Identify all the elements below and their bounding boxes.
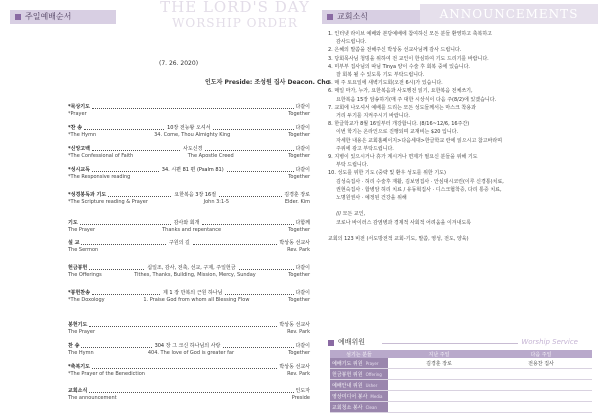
divider bbox=[382, 343, 518, 344]
announcement-line: 김성숙집사 · 허리 수술후 재활, 김보영집사 · 안심대시코린(이루 신경통)치료, bbox=[336, 178, 504, 185]
order-item-korean bbox=[68, 240, 310, 247]
staff-role-cell bbox=[330, 358, 388, 369]
item-leader: 다같이 bbox=[295, 343, 311, 349]
item-label: *봉헌찬송 bbox=[68, 290, 90, 296]
item-label: 헌금봉헌 bbox=[68, 265, 88, 271]
staff-role-en: Usher bbox=[365, 382, 378, 388]
order-item bbox=[68, 125, 310, 139]
column-header: 다음 주일 bbox=[490, 350, 592, 358]
announcements-panel bbox=[322, 0, 598, 418]
item-label: 교회소식 bbox=[68, 388, 88, 394]
announcement-line: 주위에 광고 부탁드립니다. bbox=[336, 145, 394, 152]
item-content: 감사와 회개 bbox=[173, 220, 200, 226]
item-content: 304 장 그 크신 하나님의 사랑 bbox=[154, 343, 221, 349]
item-label-en: The announcement bbox=[68, 395, 117, 401]
square-bullet-icon bbox=[15, 14, 21, 20]
worship-order-panel bbox=[10, 0, 330, 418]
announcement-line: 6. 매일 마가, 누가, 요한복음과 사도행전 읽기, 요한복음 전체쓰기, bbox=[328, 88, 473, 95]
announcement-line: 요한복음 15장 암송하기(매 주 대한 시상식이 다음 주(8/2)에 있겠습니다. bbox=[336, 96, 497, 103]
order-item-korean bbox=[68, 167, 310, 174]
item-content-en bbox=[87, 111, 289, 118]
order-item-english bbox=[68, 153, 310, 160]
dotted-leader bbox=[89, 388, 293, 393]
staff-role-en: Offering bbox=[365, 371, 382, 377]
order-item-korean bbox=[68, 343, 310, 350]
staff-next-week: 전용찬 집사 bbox=[490, 358, 592, 369]
staff-role: 예배안내 위원 bbox=[332, 382, 363, 389]
announcement-line: 3. 당회목사님 청빙을 위하여 전 교인이 한심하여 기도 드리기를 바랍니다. bbox=[328, 55, 489, 62]
item-leader: 다같이 bbox=[295, 290, 310, 296]
staff-next-week bbox=[490, 402, 592, 413]
staff-row bbox=[330, 369, 592, 380]
dotted-leader bbox=[92, 146, 180, 151]
item-leader: 다같이 bbox=[295, 146, 311, 152]
square-bullet-icon bbox=[328, 340, 334, 346]
announcement-list bbox=[328, 30, 590, 243]
item-leader-en: Together bbox=[288, 153, 310, 159]
staff-role: 영상미디어 봉사 bbox=[332, 393, 368, 400]
dotted-leader bbox=[239, 265, 294, 270]
item-leader: 박상동 선교사 bbox=[279, 364, 310, 370]
order-item bbox=[68, 364, 310, 378]
item-leader: 박상동 선교사 bbox=[279, 240, 310, 246]
staff-last-week bbox=[388, 391, 490, 402]
staff-last-week bbox=[388, 402, 490, 413]
dotted-leader bbox=[80, 220, 171, 225]
dotted-leader bbox=[108, 192, 171, 197]
order-item bbox=[68, 220, 310, 234]
order-item bbox=[68, 322, 310, 336]
service-date: (7. 26. 2020) bbox=[159, 60, 199, 67]
item-leader-en: Preside bbox=[291, 395, 310, 401]
item-label-en: The Sermon bbox=[68, 247, 99, 253]
item-label: *성시교독 bbox=[68, 167, 90, 173]
item-leader-en: Elder. Kim bbox=[284, 199, 310, 205]
order-item-english bbox=[68, 272, 310, 279]
item-content-en: 1. Praise God from whom all Blessing Flow bbox=[143, 297, 250, 303]
item-leader: 다같이 bbox=[295, 125, 311, 131]
item-content: 십일조, 감사, 전축, 선교, 구제, 주일헌금 bbox=[147, 265, 236, 271]
item-content-en: 34. Come, Thou Almighty King bbox=[154, 132, 231, 138]
staff-row bbox=[330, 402, 592, 413]
item-content: 구원의 길 bbox=[168, 240, 190, 246]
dotted-leader bbox=[225, 290, 293, 295]
staff-last-week bbox=[388, 369, 490, 380]
item-label: 찬 송 bbox=[68, 343, 80, 349]
announcement-line: 1. 인터넷 라이브 예배와 본당예배에 참여하신 모든 분들 환영하고 축복하고 bbox=[328, 31, 492, 37]
worship-staff-header bbox=[322, 337, 598, 349]
dotted-leader bbox=[89, 322, 277, 327]
announcement-line: 코로나 바이러스 감염병과 경제적 사회적 어려움을 이겨내도록 bbox=[336, 219, 472, 226]
item-content-en: 404. The love of God is greater far bbox=[147, 350, 235, 356]
staff-role-cell bbox=[330, 391, 388, 402]
order-item-english bbox=[68, 329, 310, 336]
staff-role: 헌금봉헌 위원 bbox=[332, 371, 363, 378]
item-leader: 다같이 bbox=[295, 167, 310, 173]
item-content-en: Thanks and repentance bbox=[162, 227, 222, 233]
item-content-en bbox=[145, 371, 287, 378]
order-item-english bbox=[68, 174, 310, 181]
order-item bbox=[68, 240, 310, 254]
item-content-en bbox=[98, 247, 287, 254]
staff-title: 예배위원 bbox=[338, 338, 366, 346]
item-content-en: John 3:1-5 bbox=[203, 199, 230, 205]
order-item-korean bbox=[68, 192, 310, 199]
order-item-english bbox=[68, 297, 310, 304]
announcements-title: ANNOUNCEMENTS bbox=[420, 4, 598, 24]
item-label: *신앙고백 bbox=[68, 146, 90, 152]
announcement-line: 9. 지병이 있으시거나 휴가 계시거나 면제가 필요신 분들을 위해 기도 bbox=[328, 154, 478, 161]
announcement-line bbox=[328, 227, 590, 235]
order-item-english bbox=[68, 371, 310, 378]
item-label: *묵상기도 bbox=[68, 104, 90, 110]
announcement-line: 10. 성도를 위한 기도 (중략 및 환우 성도를 위한 기도) bbox=[328, 170, 446, 177]
item-leader-en: Together bbox=[288, 174, 310, 180]
presider: 인도자 Preside: 조성원 집사 Deacon. Cho bbox=[205, 79, 330, 86]
staff-row bbox=[330, 358, 592, 369]
item-label-en: The Prayer bbox=[68, 227, 96, 233]
item-leader: 다함께 bbox=[295, 220, 311, 226]
item-label-en: *The Prayer of the Benediction bbox=[68, 371, 145, 377]
order-item-korean bbox=[68, 388, 310, 395]
staff-role-en: Clean bbox=[365, 404, 377, 410]
item-leader-en: Together bbox=[288, 350, 310, 356]
section-title: 주일예배순서 bbox=[25, 12, 72, 21]
item-label-en: *The Confessional of Faith bbox=[68, 153, 134, 159]
announcement-line: 감사드립니다. bbox=[336, 39, 367, 46]
order-item bbox=[68, 265, 310, 279]
staff-role-cell bbox=[330, 402, 388, 413]
staff-next-week bbox=[490, 380, 592, 391]
staff-row bbox=[330, 391, 592, 402]
announcement-line bbox=[328, 202, 590, 210]
worship-order-header bbox=[10, 10, 116, 24]
announcement-line: /// 모든 교인, bbox=[336, 211, 366, 218]
order-item bbox=[68, 343, 310, 357]
order-item bbox=[68, 290, 310, 304]
order-item-english bbox=[68, 247, 310, 254]
item-label-en: The Hymn bbox=[68, 350, 94, 356]
worship-order-title bbox=[160, 0, 310, 31]
item-content: 34. 시편 81 편 (Psalm 81) bbox=[161, 167, 224, 173]
dotted-leader bbox=[84, 125, 164, 130]
order-item bbox=[68, 192, 310, 206]
column-header: 섬기는 분들 bbox=[330, 350, 388, 358]
announcement-line: 자세한 내용은 교회홈페이지>다음세대>한글학교 란에 읽으시고 참고바라며 bbox=[336, 137, 503, 144]
announcement-line: 노명원권사 · 예정된 건강을 위해 bbox=[336, 195, 407, 202]
item-content-en bbox=[117, 395, 292, 402]
item-leader: 다같이 bbox=[295, 265, 310, 271]
dotted-leader bbox=[223, 343, 293, 348]
dotted-leader bbox=[227, 167, 294, 172]
dotted-leader bbox=[92, 364, 277, 369]
staff-next-week bbox=[490, 391, 592, 402]
title-line-1: THE LORD'S DAY bbox=[160, 0, 310, 16]
announcement-line: 4. 미부부 집사님의 따님 Tinya 양이 수술 후 회복 중에 있습니다. bbox=[328, 63, 470, 70]
order-item-korean bbox=[68, 125, 310, 132]
announcement-line: 5. 매 주 토요일에 새벽기도회(오전 6시)가 있습니다. bbox=[328, 80, 443, 87]
item-label: *축복기도 bbox=[68, 364, 90, 370]
dotted-leader bbox=[92, 167, 159, 172]
item-leader-en: Together bbox=[288, 227, 310, 233]
order-item bbox=[68, 167, 310, 181]
announcement-line: 7. 교회에 나오셔서 예배를 드리는 모든 성도들께서는 마스크 착용과 bbox=[328, 104, 476, 111]
item-label: *성경봉독과 기도 bbox=[68, 192, 107, 198]
dotted-leader bbox=[193, 240, 278, 245]
staff-role-en: Prayer bbox=[365, 360, 379, 366]
staff-role-cell bbox=[330, 369, 388, 380]
announcement-line: 잘 회복 될 수 있도록 기도 부탁드립니다. bbox=[336, 72, 425, 79]
item-leader-en: Together bbox=[288, 111, 310, 117]
order-item-korean bbox=[68, 104, 310, 111]
item-leader: 김경훈 장로 bbox=[284, 192, 310, 198]
order-item-english bbox=[68, 132, 310, 139]
item-label: 기도 bbox=[68, 220, 78, 226]
item-leader-en: Rev. Park bbox=[287, 371, 310, 377]
order-item-english bbox=[68, 395, 310, 402]
item-label-en: *The Doxology bbox=[68, 297, 105, 303]
announcement-line: 부탁 드립니다. bbox=[336, 162, 369, 169]
order-item-korean bbox=[68, 220, 310, 227]
dotted-leader bbox=[92, 104, 294, 109]
worship-staff-table bbox=[330, 350, 592, 413]
order-item bbox=[68, 146, 310, 160]
item-label: 설 교 bbox=[68, 240, 80, 246]
announcement-line: 권현숙집사 · 합병암 허리 치료 / 유동혁집사 · 디스크협착증, 다리 통증 치료, bbox=[336, 186, 502, 193]
staff-next-week bbox=[490, 369, 592, 380]
item-leader-en: Together bbox=[288, 272, 310, 278]
order-item bbox=[68, 388, 310, 402]
item-label-en: *The Hymn bbox=[68, 132, 97, 138]
item-content: 요한복음 3장 16절 bbox=[174, 192, 217, 198]
item-label-en: *The Responsive reading bbox=[68, 174, 131, 180]
item-leader-en: Together bbox=[288, 132, 310, 138]
announcements-header bbox=[322, 10, 420, 24]
item-leader-en: Rev. Park bbox=[287, 247, 310, 253]
item-label-en: The Offerings bbox=[68, 272, 102, 278]
item-label: *찬 송 bbox=[68, 125, 83, 131]
item-content: 제 1 장 만복의 근원 하나님 bbox=[163, 290, 223, 296]
item-leader-en: Rev. Park bbox=[287, 329, 310, 335]
order-item-english bbox=[68, 111, 310, 118]
dotted-leader bbox=[81, 240, 166, 245]
order-item bbox=[68, 104, 310, 118]
item-leader-en: Together bbox=[288, 297, 310, 303]
square-bullet-icon bbox=[327, 14, 333, 20]
announcement-line: 교회의 123 비전 (서도방전적 교회-기도, 말씀, 영성, 전도, 양육) bbox=[328, 236, 469, 243]
order-item-korean bbox=[68, 290, 310, 297]
item-label-en: The Prayer bbox=[68, 329, 96, 335]
dotted-leader bbox=[81, 343, 151, 348]
column-header: 지난 주일 bbox=[388, 350, 490, 358]
staff-role: 교회청소 봉사 bbox=[332, 404, 363, 411]
staff-role-en: Media bbox=[370, 393, 383, 399]
order-item-korean bbox=[68, 322, 310, 329]
order-item-english bbox=[68, 227, 310, 234]
item-leader: 박상동 선교사 bbox=[279, 322, 310, 328]
announcement-line: 2. 은혜의 말씀을 전해주신 박상동 선교사님께 감사 드립니다. bbox=[328, 47, 462, 54]
staff-role: 예배기도 위원 bbox=[332, 360, 363, 367]
dotted-leader bbox=[92, 290, 160, 295]
staff-last-week bbox=[388, 380, 490, 391]
staff-last-week: 김경훈 장로 bbox=[388, 358, 490, 369]
item-leader: 인도자 bbox=[295, 388, 310, 394]
item-leader: 다같이 bbox=[295, 104, 310, 110]
item-content: 10장 전능왕 오셔서 bbox=[167, 125, 211, 131]
item-label-en: *The Scripture reading & Prayer bbox=[68, 199, 148, 205]
item-label: 봉헌기도 bbox=[68, 322, 88, 328]
item-content: 사도신경 bbox=[183, 146, 203, 152]
item-content-en bbox=[95, 329, 287, 336]
staff-title-en: Worship Service bbox=[521, 338, 578, 346]
order-item-korean bbox=[68, 146, 310, 153]
announcement-line: 8. 한글학교가 8월 16일부터 개강합니다. (8/16~12/6, 16주간) bbox=[328, 121, 470, 128]
item-label-en: *Prayer bbox=[68, 111, 87, 117]
order-item-english bbox=[68, 199, 310, 206]
staff-role-cell bbox=[330, 380, 388, 391]
dotted-leader bbox=[202, 220, 293, 225]
dotted-leader bbox=[89, 265, 144, 270]
announcement-line: 거리 두기를 지켜주시기 바랍니다. bbox=[336, 113, 410, 120]
item-content-en: The Apostle Creed bbox=[187, 153, 234, 159]
section-title: 교회소식 bbox=[337, 12, 368, 21]
item-content-en bbox=[130, 174, 288, 181]
order-item-korean bbox=[68, 364, 310, 371]
dotted-leader bbox=[213, 125, 293, 130]
order-item-korean bbox=[68, 265, 310, 272]
dotted-leader bbox=[219, 192, 282, 197]
announcement-line: 이번 학기는 온라인으로 진행되며 교재비는 $20 입니다. bbox=[336, 129, 459, 136]
dotted-leader bbox=[205, 146, 293, 151]
order-item-english bbox=[68, 350, 310, 357]
staff-row bbox=[330, 380, 592, 391]
title-line-2: WORSHIP ORDER bbox=[172, 16, 298, 30]
item-content-en: Tithes, Thanks, Building, Mission, Mercy, Sunday bbox=[134, 272, 256, 278]
